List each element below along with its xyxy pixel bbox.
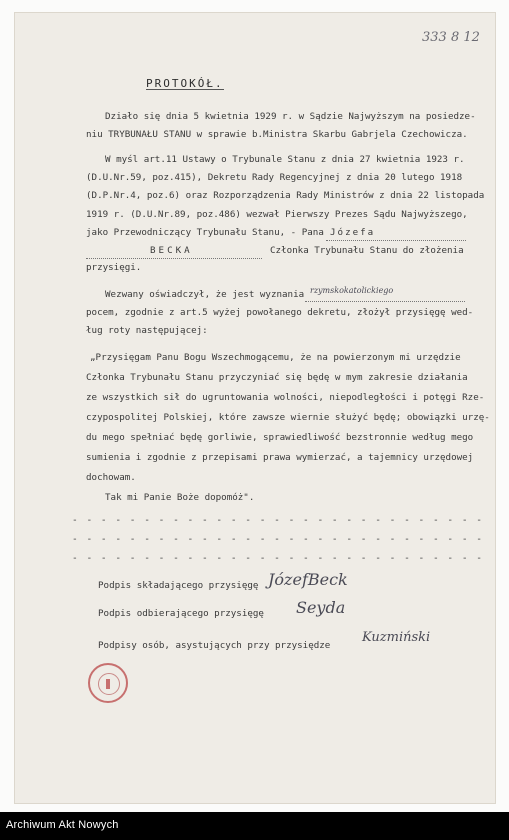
document-title-text: PROTOKÓŁ. (146, 77, 224, 90)
footer-text: Archiwum Akt Nowych (6, 819, 119, 831)
text-line: Członka Trybunału Stanu do złożenia (270, 245, 464, 256)
text-line: W myśl art.11 Ustawy o Trybunale Stanu z dnia 27 kwietnia 1923 r. (105, 154, 465, 165)
sworn-last-name: BECKA (150, 245, 193, 256)
dash-row: - - - - - - - - - - - - - - - - - - - - - - - - - - - - - (72, 553, 484, 564)
name-underline (326, 240, 466, 241)
archive-number: 333 8 12 (422, 30, 480, 45)
surname-underline (86, 258, 262, 259)
dash-row: - - - - - - - - - - - - - - - - - - - - - - - - - - - - - (72, 534, 484, 545)
archive-stamp (88, 663, 128, 703)
text-line: Członka Trybunału Stanu przyczyniać się będę w mym zakresie działania (86, 372, 468, 383)
text-line: (D.U.Nr.59, poz.415), Dekretu Rady Regencyjnej z dnia 20 lutego 1918 (86, 172, 463, 183)
text-line: Wezwany oświadczył, że jest wyznania (105, 289, 305, 300)
handwritten-confession: rzymskokatolickiego (310, 286, 394, 295)
signature-handwriting: JózefBeck (268, 570, 348, 589)
signature-label: Podpisy osób, asystujących przy przysiędze (98, 640, 331, 651)
sworn-first-name: Józefa (330, 227, 376, 238)
footer-bar (0, 812, 509, 840)
text-line: niu TRYBUNAŁU STANU w sprawie b.Ministra Skarbu Gabrjela Czechowicza. (86, 129, 468, 140)
text-line: sumienia i zgodnie z przepisami prawa wymierzać, a tajemnicy urzędowej (86, 452, 474, 463)
text-line: ze wszystkich sił do ugruntowania wolności, niepodległości i potęgi Rze- (86, 392, 485, 403)
text-line: ług roty następującej: (86, 325, 208, 336)
text-line: 1919 r. (D.U.Nr.89, poz.486) wezwał Pierwszy Prezes Sądu Najwyższego, (86, 209, 468, 220)
text-line: Działo się dnia 5 kwietnia 1929 r. w Sądzie Najwyższym na posiedze- (105, 111, 476, 122)
text-line: du mego spełniać będę gorliwie, sprawiedliwość bezstronnie według mego (86, 432, 474, 443)
title-underline (146, 89, 224, 90)
text-line: pocem, zgodnie z art.5 wyżej powołanego dekretu, złożył przysięgę wed- (86, 307, 474, 318)
signature-label: Podpis odbierającego przysięgę (98, 608, 264, 619)
text-line: dochowam. (86, 472, 136, 483)
text-line: „Przysięgam Panu Bogu Wszechmogącemu, że na powierzonym mi urzędzie (90, 352, 461, 363)
text-line: (D.P.Nr.4, poz.6) oraz Rozporządzenia Rady Ministrów z dnia 22 listopada (86, 190, 485, 201)
stamp-mark (106, 679, 110, 689)
confession-underline (305, 301, 465, 302)
text-line: czypospolitej Polskiej, które zawsze wiernie służyć będę; obowiązki urzę- (86, 412, 490, 423)
signature-handwriting: Seyda (296, 598, 346, 617)
document-title (146, 77, 224, 90)
signature-handwriting: Kuzmiński (362, 630, 431, 645)
signature-label: Podpis składającego przysięgę (98, 580, 259, 591)
text-line: jako Przewodniczący Trybunału Stanu, - Pana (86, 227, 324, 238)
text-line: Tak mi Panie Boże dopomóż". (105, 492, 255, 503)
dash-row: - - - - - - - - - - - - - - - - - - - - - - - - - - - - - (72, 515, 484, 526)
text-line: przysięgi. (86, 262, 142, 273)
